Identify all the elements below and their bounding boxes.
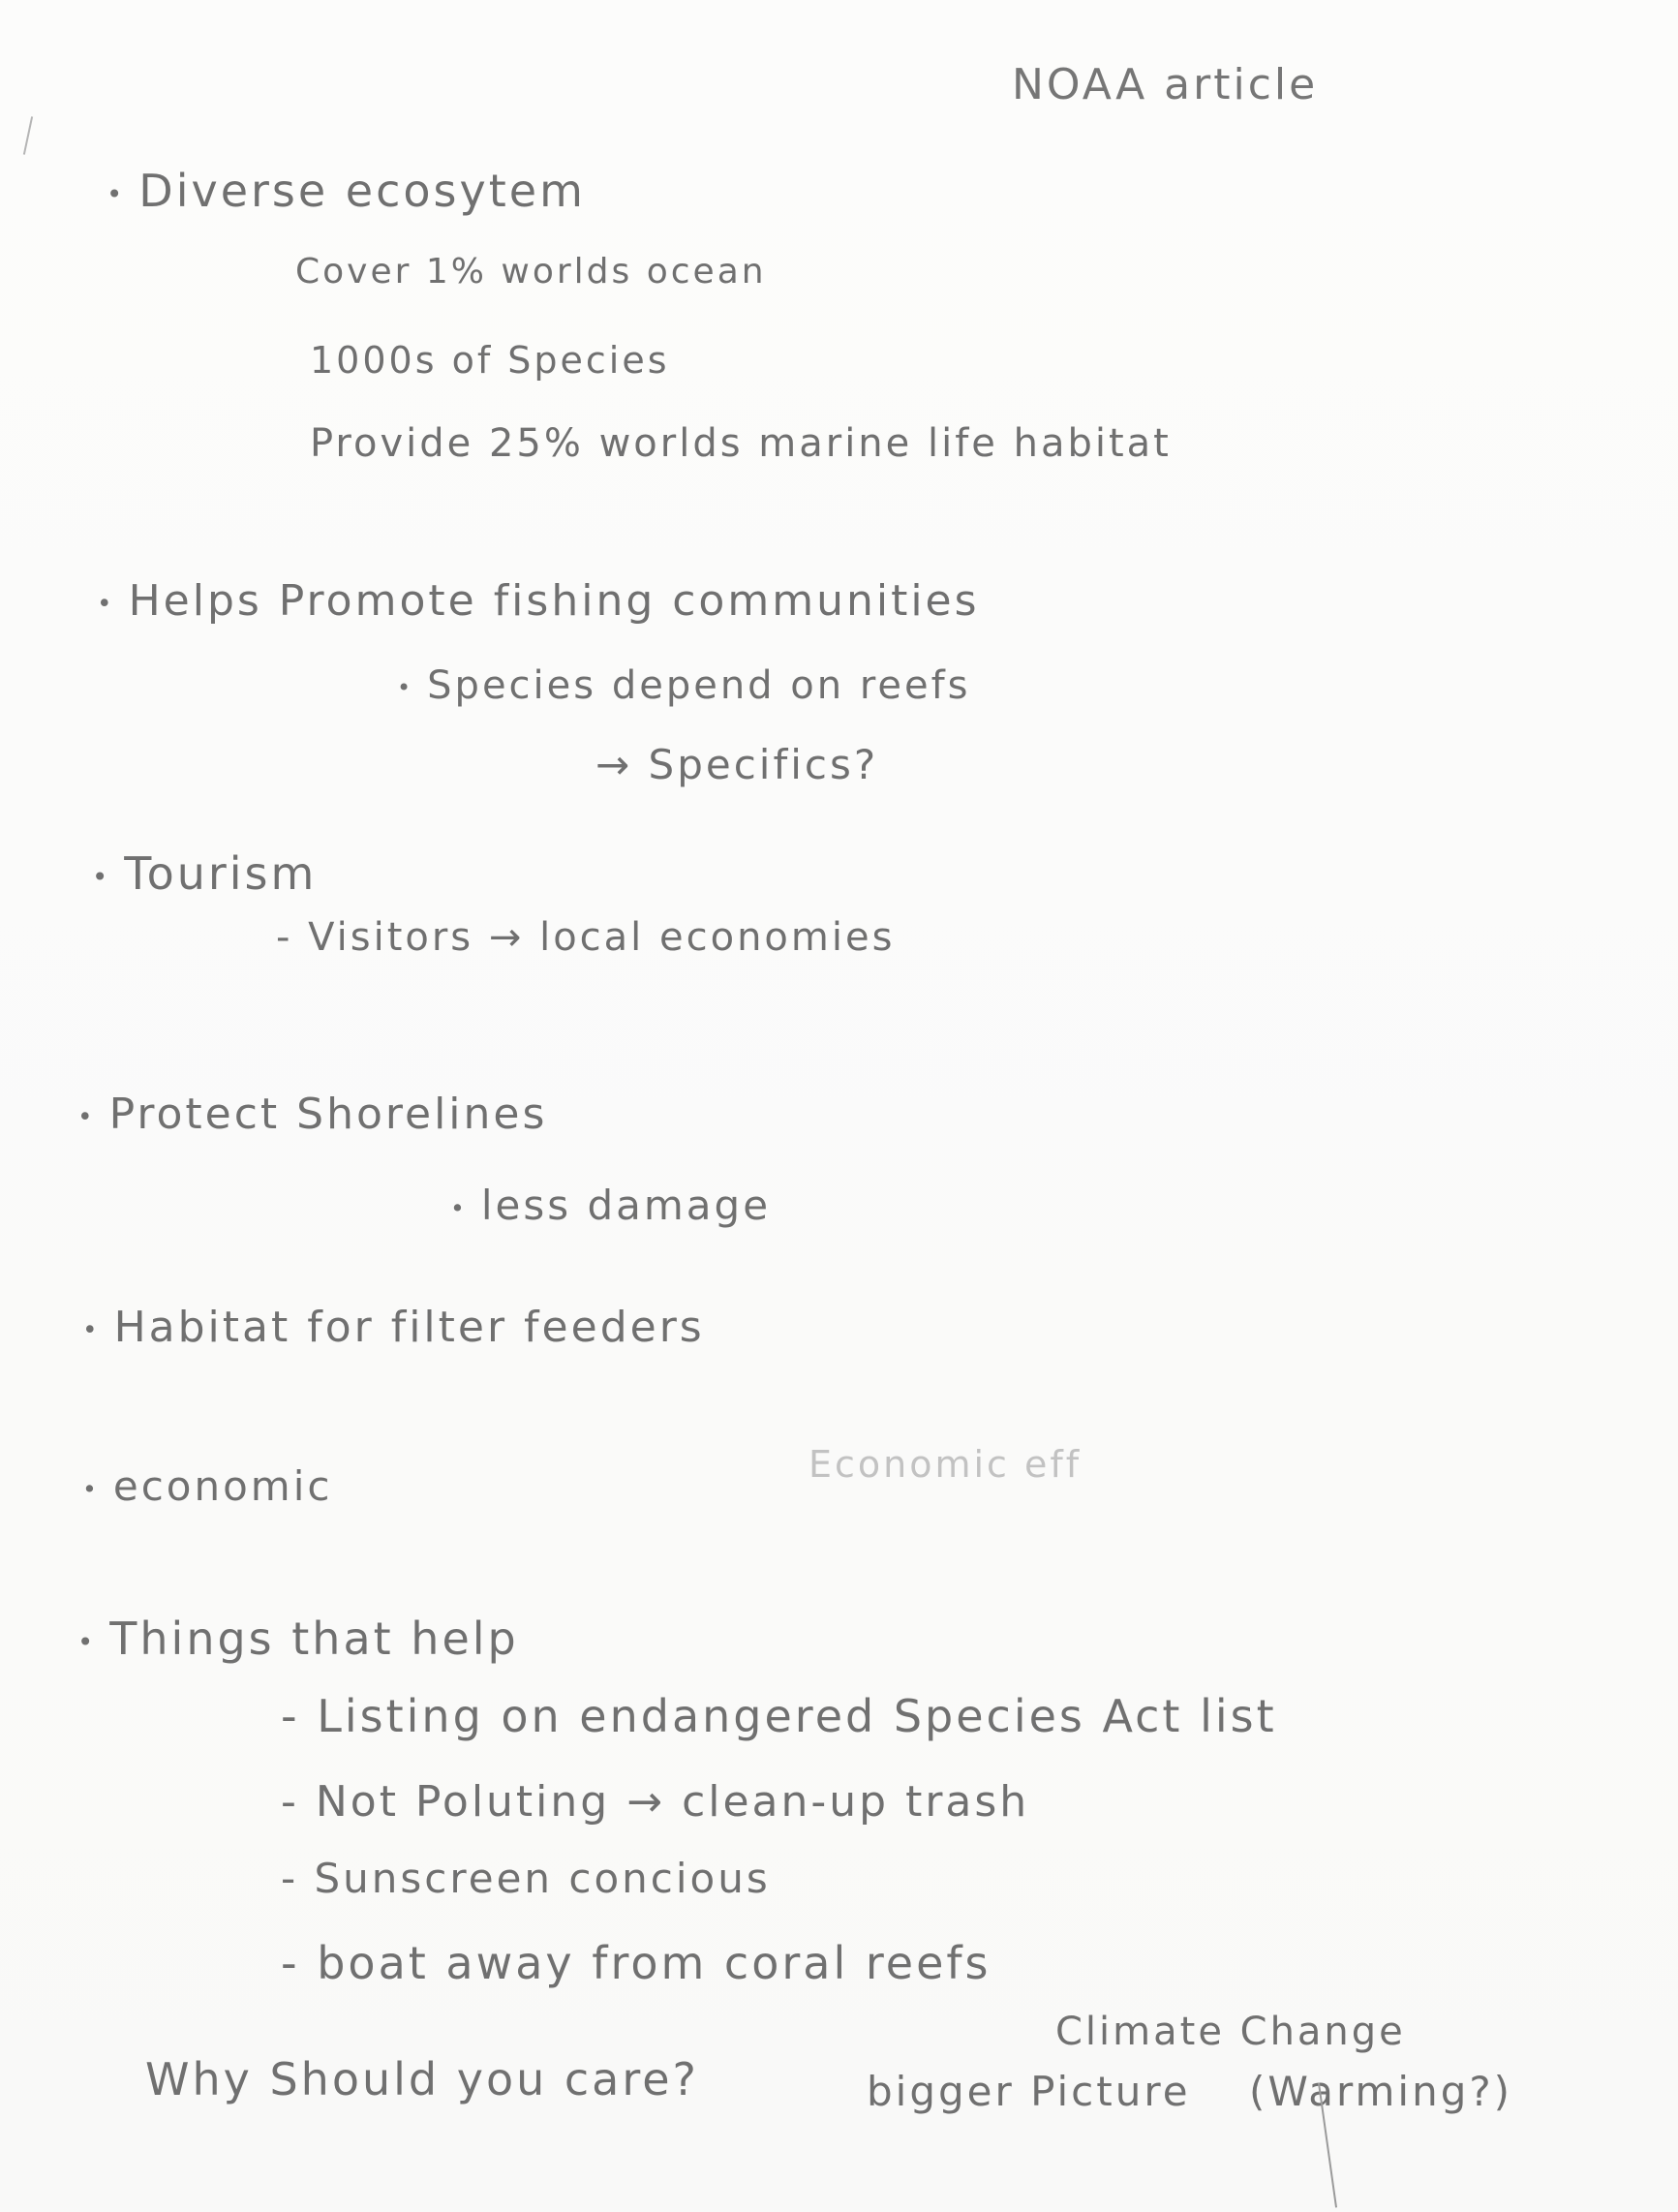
section-heading-things-that-help: • Things that help [77,1613,519,1665]
note-item: - Not Poluting → clean-up trash [281,1777,1030,1827]
note-item: Provide 25% worlds marine life habitat [310,421,1172,466]
note-item: - boat away from coral reefs [281,1937,992,1989]
note-item: 1000s of Species [310,339,670,382]
footer-bigger-picture: bigger Picture [867,2068,1191,2115]
note-item: • less damage [450,1182,772,1229]
note-item: - Sunscreen concious [281,1855,771,1902]
note-item: - Listing on endangered Species Act list [281,1690,1277,1742]
note-item: Cover 1% worlds ocean [295,252,767,292]
bullet-icon: • [450,1194,468,1222]
margin-mark [23,116,33,155]
section-heading-fishing: • Helps Promote fishing communities [97,576,980,626]
bullet-icon: • [397,674,414,701]
note-item: - Visitors → local economies [276,915,896,960]
note-item: → Specifics? [595,741,879,788]
bullet-icon: • [107,178,126,210]
bullet-icon: • [82,1475,100,1503]
faint-erased-note: Economic eff [808,1443,1083,1486]
footer-question: Why Should you care? [145,2053,699,2105]
section-heading-tourism: • Tourism [92,847,318,900]
bullet-icon: • [77,1626,97,1658]
bullet-icon: • [97,588,115,619]
section-heading-diverse-ecosystem: • Diverse ecosytem [107,165,586,217]
section-heading-filter-feeders: • Habitat for filter feeders [82,1303,705,1352]
footer-climate-change: Climate Change [1055,2010,1406,2054]
footer-warming: (Warming?) [1249,2068,1513,2115]
page-title: NOAA article [1012,60,1319,109]
section-heading-economic: • economic [82,1462,333,1510]
bullet-icon: • [82,1314,101,1345]
note-item: • Species depend on reefs [397,663,971,708]
bullet-icon: • [92,861,111,893]
bullet-icon: • [77,1101,96,1132]
section-heading-shorelines: • Protect Shorelines [77,1090,548,1139]
